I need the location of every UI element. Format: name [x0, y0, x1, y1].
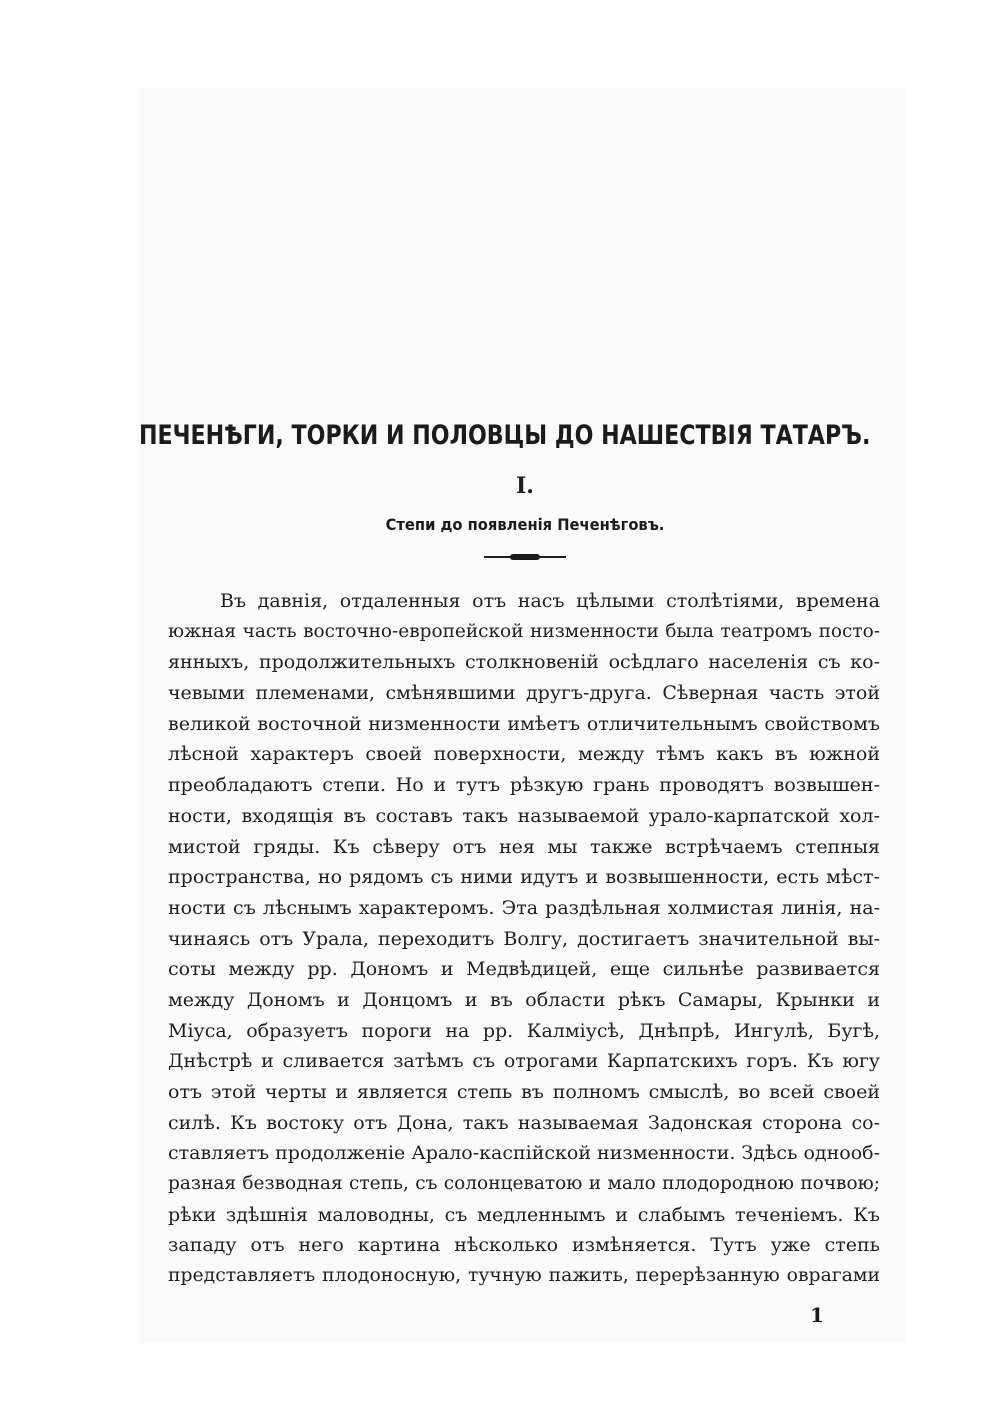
text-line: Въ давнія, отдаленныя отъ насъ цѣлыми столѣтіями, времена [220, 590, 880, 612]
text-line: силѣ. Къ востоку отъ Дона, такъ называемая Задонская сторона со- [168, 1111, 880, 1134]
text-line: ности съ лѣснымъ характеромъ. Эта раздѣльная холмистая линія, на- [168, 896, 880, 919]
text-line: великой восточной низменности имѣетъ отличительнымъ свойствомъ [168, 712, 880, 735]
text-line: чевыми племенами, смѣнявшими другъ-друга. Сѣверная часть этой [168, 682, 880, 705]
text-line: Днѣстрѣ и сливается затѣмъ съ отрогами Карпатскихъ горъ. Къ югу [168, 1050, 880, 1073]
text-line: соты между рр. Дономъ и Медвѣдицей, еще сильнѣе развивается [168, 958, 880, 981]
text-line: янныхъ, продолжительныхъ столкновеній осѣдлаго населенія съ ко- [168, 651, 880, 674]
text-line: пространства, но рядомъ съ ними идутъ и возвышенности, есть мѣст- [168, 866, 880, 889]
ornament-center [510, 554, 540, 560]
section-subtitle: Степи до появленія Печенѣговъ. [385, 515, 665, 534]
text-line: Міуса, образуетъ пороги на рр. Калміусѣ, Днѣпрѣ, Ингулѣ, Бугѣ, [168, 1019, 880, 1042]
chapter-title: ПЕЧЕНѢГИ, ТОРКИ И ПОЛОВЦЫ ДО НАШЕСТВІЯ ТАТАРЪ. [138, 420, 871, 451]
page-number: 1 [810, 1303, 824, 1327]
text-line: южная часть восточно-европейской низменности была театромъ посто- [168, 620, 880, 642]
text-line: представляетъ плодоносную, тучную пажить, перерѣзанную оврагами [168, 1265, 880, 1287]
text-line: отъ этой черты и является степь въ полномъ смыслѣ, во всей своей [168, 1081, 880, 1103]
text-line: рѣки здѣшнія маловодны, съ медленнымъ и слабымъ теченіемъ. Къ [168, 1203, 880, 1226]
chapter-number: I. [516, 473, 534, 499]
text-line: чинаясь отъ Урала, переходитъ Волгу, достигаетъ значительной вы- [168, 927, 880, 950]
text-line: лѣсной характеръ своей поверхности, между тѣмъ какъ въ южной [168, 743, 880, 766]
text-line: ности, входящія въ составъ такъ называемой урало-карпатской хол- [168, 804, 880, 827]
text-line: преобладаютъ степи. Но и тутъ рѣзкую грань проводятъ возвышен- [168, 774, 880, 797]
text-line: между Дономъ и Донцомъ и въ области рѣкъ Самары, Крынки и [168, 988, 880, 1011]
text-line: западу отъ него картина нѣсколько измѣняется. Тутъ уже степь [168, 1234, 880, 1257]
ornament-divider [484, 553, 566, 561]
body-paragraph [168, 586, 880, 1292]
text-line: ставляетъ продолженіе Арало-каспійской низменности. Здѣсь однооб- [168, 1142, 880, 1165]
text-line: разная безводная степь, съ солонцеватою и мало плодородною почвою; [168, 1173, 880, 1195]
text-line: мистой гряды. Къ сѣверу отъ нея мы также встрѣчаемъ степныя [168, 835, 880, 858]
